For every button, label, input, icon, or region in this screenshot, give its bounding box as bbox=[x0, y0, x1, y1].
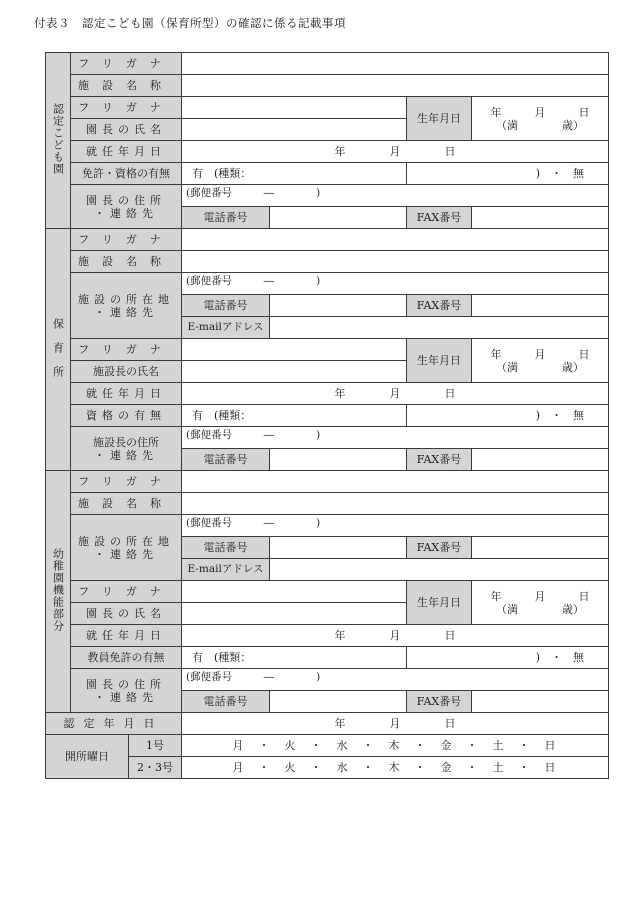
field-head-birthdate[interactable]: 年 月 日 （満 歳） bbox=[472, 339, 609, 383]
field-principal-fax[interactable] bbox=[472, 691, 609, 713]
label-director-address: 園長の住所 ・連絡先 bbox=[71, 185, 182, 229]
label-tel: 電話番号 bbox=[182, 207, 270, 229]
field-head-tel[interactable] bbox=[270, 449, 407, 471]
field-head-fax[interactable] bbox=[472, 449, 609, 471]
label-qualification-status: 資格の有無 bbox=[71, 405, 182, 427]
field-qualification-type[interactable]: 有 (種類： bbox=[182, 405, 407, 427]
field-kindergarten-fax[interactable] bbox=[472, 537, 609, 559]
field-director-postal[interactable]: (郵便番号 ― ) bbox=[182, 185, 609, 207]
section-kindergarten-function: 幼稚園機能部分 bbox=[46, 471, 71, 713]
field-principal-tel[interactable] bbox=[270, 691, 407, 713]
section-nintei-kodomoen: 認定こども園 bbox=[46, 53, 71, 229]
label-principal-name: 園長の氏名 bbox=[71, 603, 182, 625]
label-facility-name: 施設名称 bbox=[71, 493, 182, 515]
field-teacher-license-type[interactable]: 有 (種類： bbox=[182, 647, 407, 669]
label-type-2-3: 2・3号 bbox=[129, 757, 182, 779]
field-head-furigana[interactable] bbox=[182, 339, 407, 361]
field-head-postal[interactable]: (郵便番号 ― ) bbox=[182, 427, 609, 449]
label-facility-name: 施設名称 bbox=[71, 75, 182, 97]
label-fax: FAX番号 bbox=[407, 295, 472, 317]
label-principal-address: 園長の住所 ・連絡先 bbox=[71, 669, 182, 713]
label-principal-furigana: フリガナ bbox=[71, 581, 182, 603]
label-tel: 電話番号 bbox=[182, 537, 270, 559]
field-principal-furigana[interactable] bbox=[182, 581, 407, 603]
field-nursery-fax[interactable] bbox=[472, 295, 609, 317]
field-kindergarten-name[interactable] bbox=[182, 493, 609, 515]
field-director-tel[interactable] bbox=[270, 207, 407, 229]
field-license-none[interactable]: ) ・ 無 bbox=[407, 163, 609, 185]
field-appointment-date[interactable]: 年 月 日 bbox=[182, 141, 609, 163]
label-facility-location: 施設の所在地 ・連絡先 bbox=[71, 273, 182, 339]
field-open-days-type23[interactable]: 月 ・ 火 ・ 水 ・ 木 ・ 金 ・ 土 ・ 日 bbox=[182, 757, 609, 779]
label-facility-name: 施設名称 bbox=[71, 251, 182, 273]
field-kindergarten-tel[interactable] bbox=[270, 537, 407, 559]
field-principal-postal[interactable]: (郵便番号 ― ) bbox=[182, 669, 609, 691]
label-open-days: 開所曜日 bbox=[46, 735, 129, 779]
label-furigana: フリガナ bbox=[71, 471, 182, 493]
label-furigana: フリガナ bbox=[71, 229, 182, 251]
label-tel: 電話番号 bbox=[182, 449, 270, 471]
field-nursery-email[interactable] bbox=[270, 317, 609, 339]
field-nursery-tel[interactable] bbox=[270, 295, 407, 317]
field-principal-name[interactable] bbox=[182, 603, 407, 625]
label-fax: FAX番号 bbox=[407, 449, 472, 471]
field-teacher-license-none[interactable]: ) ・ 無 bbox=[407, 647, 609, 669]
label-certification-date: 認定年月日 bbox=[46, 713, 182, 735]
label-fax: FAX番号 bbox=[407, 207, 472, 229]
field-facility-name[interactable] bbox=[182, 75, 609, 97]
field-director-name[interactable] bbox=[182, 119, 407, 141]
label-appointment-date: 就任年月日 bbox=[71, 625, 182, 647]
field-open-days-type1[interactable]: 月 ・ 火 ・ 水 ・ 木 ・ 金 ・ 土 ・ 日 bbox=[182, 735, 609, 757]
label-director-name: 園長の氏名 bbox=[71, 119, 182, 141]
field-director-fax[interactable] bbox=[472, 207, 609, 229]
label-tel: 電話番号 bbox=[182, 691, 270, 713]
field-nursery-furigana[interactable] bbox=[182, 229, 609, 251]
label-fax: FAX番号 bbox=[407, 691, 472, 713]
page-title: 付表３ 認定こども園（保育所型）の確認に係る記載事項 bbox=[34, 16, 346, 30]
label-tel: 電話番号 bbox=[182, 295, 270, 317]
label-fax: FAX番号 bbox=[407, 537, 472, 559]
label-birthdate: 生年月日 bbox=[407, 97, 472, 141]
label-head-furigana: フリガナ bbox=[71, 339, 182, 361]
field-qualification-none[interactable]: ) ・ 無 bbox=[407, 405, 609, 427]
field-facility-furigana[interactable] bbox=[182, 53, 609, 75]
label-appointment-date: 就任年月日 bbox=[71, 383, 182, 405]
label-facility-location: 施設の所在地 ・連絡先 bbox=[71, 515, 182, 581]
field-principal-birthdate[interactable]: 年 月 日 （満 歳） bbox=[472, 581, 609, 625]
label-birthdate: 生年月日 bbox=[407, 339, 472, 383]
label-email: E-mailアドレス bbox=[182, 317, 270, 339]
confirmation-form-table bbox=[45, 52, 609, 779]
field-head-name[interactable] bbox=[182, 361, 407, 383]
field-license-type[interactable]: 有 (種類： bbox=[182, 163, 407, 185]
label-head-name: 施設長の氏名 bbox=[71, 361, 182, 383]
field-certification-date[interactable]: 年 月 日 bbox=[182, 713, 609, 735]
field-nursery-postal[interactable]: (郵便番号 ― ) bbox=[182, 273, 609, 295]
label-teacher-license: 教員免許の有無 bbox=[71, 647, 182, 669]
field-kindergarten-furigana[interactable] bbox=[182, 471, 609, 493]
field-kindergarten-email[interactable] bbox=[270, 559, 609, 581]
field-head-appointment-date[interactable]: 年 月 日 bbox=[182, 383, 609, 405]
section-hoikusho: 保 育 所 bbox=[46, 229, 71, 471]
label-birthdate: 生年月日 bbox=[407, 581, 472, 625]
label-type-1: 1号 bbox=[129, 735, 182, 757]
label-appointment-date: 就任年月日 bbox=[71, 141, 182, 163]
label-director-furigana: フリガナ bbox=[71, 97, 182, 119]
field-kindergarten-postal[interactable]: (郵便番号 ― ) bbox=[182, 515, 609, 537]
field-principal-appointment-date[interactable]: 年 月 日 bbox=[182, 625, 609, 647]
field-nursery-name[interactable] bbox=[182, 251, 609, 273]
field-director-birthdate[interactable]: 年 月 日 （満 歳） bbox=[472, 97, 609, 141]
label-furigana: フリガナ bbox=[71, 53, 182, 75]
label-license-status: 免許・資格の有無 bbox=[71, 163, 182, 185]
label-head-address: 施設長の住所 ・連絡先 bbox=[71, 427, 182, 471]
label-email: E-mailアドレス bbox=[182, 559, 270, 581]
field-director-furigana[interactable] bbox=[182, 97, 407, 119]
